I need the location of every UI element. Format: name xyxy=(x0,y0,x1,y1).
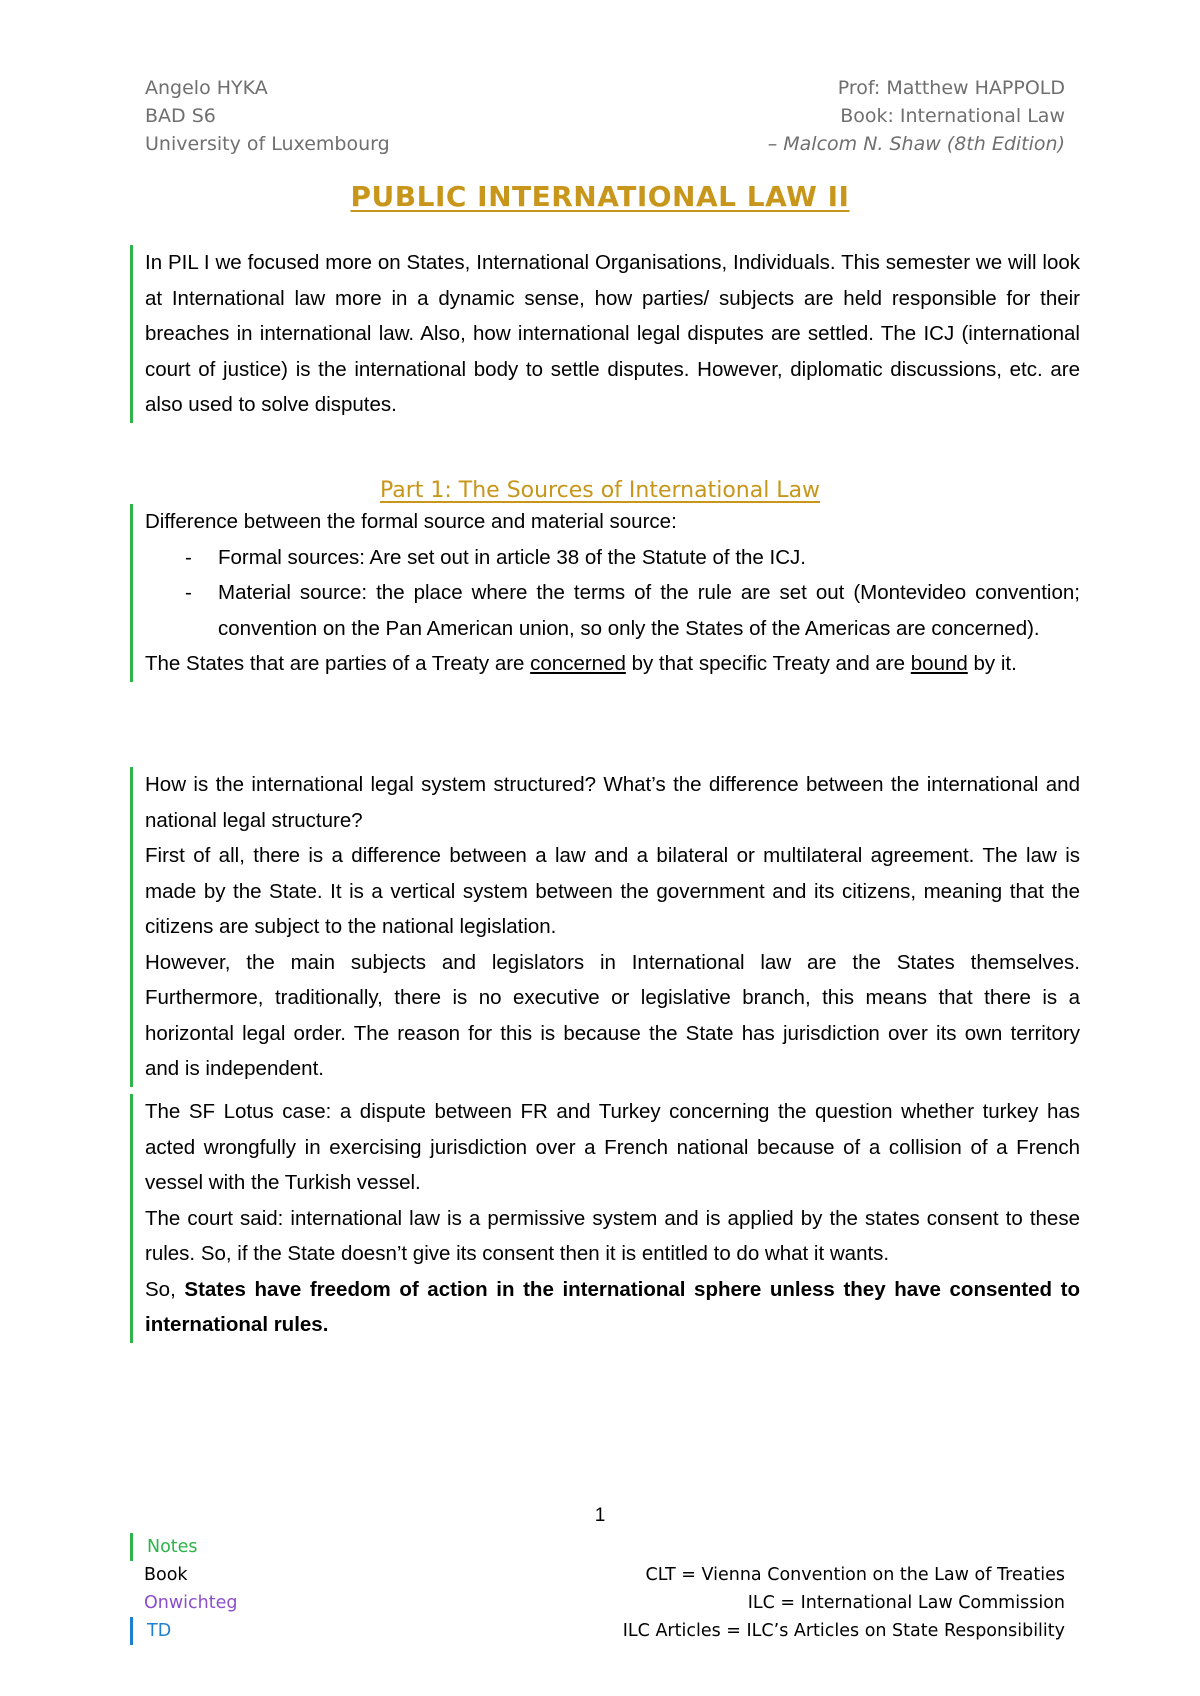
book-author: – Malcom N. Shaw (8th Edition) xyxy=(767,133,1065,155)
abbreviation-item: ILC Articles = ILC’s Articles on State Responsibility xyxy=(622,1621,1065,1641)
bullet-dash: - xyxy=(185,581,192,604)
sources-note xyxy=(130,504,1080,682)
abbreviation-item: ILC = International Law Commission xyxy=(747,1593,1065,1613)
header-left xyxy=(145,74,390,158)
bullet-dash: - xyxy=(185,545,192,569)
structure-note xyxy=(130,767,1080,1087)
bullet-text: Formal sources: Are set out in article 38 of the Statute of the ICJ. xyxy=(218,545,806,569)
closing-text: by that specific Treaty and are xyxy=(625,652,911,675)
legend-notes: Notes xyxy=(130,1533,238,1561)
list-item xyxy=(145,575,1080,646)
course-code: BAD S6 xyxy=(145,105,216,127)
conclusion-lead: So, xyxy=(145,1277,185,1301)
lotus-note xyxy=(130,1094,1080,1343)
color-legend xyxy=(130,1533,238,1645)
structure-paragraph: However, the main subjects and legislators in International law are the States themselves. Furthermore, traditionally, there is no executive or legislative branch, this means that there is a horizontal legal order. The reason for this is because the State has jurisdiction over its own territory and is independent. xyxy=(145,950,1080,1080)
university: University of Luxembourg xyxy=(145,133,390,155)
conclusion-bold: States have freedom of action in the international sphere unless they have consented to international rules. xyxy=(145,1277,1081,1336)
page-number: 1 xyxy=(594,1505,606,1526)
abbreviation-item: CLT = Vienna Convention on the Law of Treaties xyxy=(645,1565,1065,1585)
page-title-text: PUBLIC INTERNATIONAL LAW II xyxy=(350,180,850,213)
author-name: Angelo HYKA xyxy=(145,77,268,99)
intro-note xyxy=(130,245,1080,423)
lotus-paragraph: The court said: international law is a permissive system and is applied by the states consent to these rules. So, if the State doesn’t give its consent then it is entitled to do what it wants. xyxy=(145,1206,1080,1265)
abbreviations xyxy=(623,1561,1065,1645)
closing-text: by it. xyxy=(967,652,1017,675)
bullet-text: Material source: the place where the terms of the rule are set out (Montevideo convention; convention on the Pan American union, so only the States of the Americas are concerned). xyxy=(218,581,1080,640)
closing-text: The States that are parties of a Treaty are xyxy=(145,652,531,675)
underlined-term: concerned xyxy=(530,652,626,675)
book-title: Book: International Law xyxy=(840,105,1065,127)
sources-closing xyxy=(145,646,1080,682)
professor: Prof: Matthew HAPPOLD xyxy=(837,77,1065,99)
legend-onwichteg: Onwichteg xyxy=(144,1593,238,1613)
lotus-conclusion xyxy=(145,1272,1080,1343)
sources-lead: Difference between the formal source and material source: xyxy=(145,510,677,533)
underlined-term: bound xyxy=(910,652,968,675)
list-item xyxy=(145,540,1080,576)
header-right xyxy=(768,74,1065,158)
section-heading xyxy=(0,478,1200,503)
lotus-paragraph: The SF Lotus case: a dispute between FR and Turkey concerning the question whether turkey has acted wrongfully in exercising jurisdiction over a French national because of a collision of a French vessel with the Turkish vessel. xyxy=(145,1100,1080,1194)
intro-paragraph: In PIL I we focused more on States, International Organisations, Individuals. This semester we will look at International law more in a dynamic sense, how parties/ subjects are held responsible for their breaches in international law. Also, how international legal disputes are settled. The ICJ (international court of justice) is the international body to settle disputes. However, diplomatic discussions, etc. are also used to solve disputes. xyxy=(145,251,1080,416)
section-heading-text: Part 1: The Sources of International Law xyxy=(379,478,821,503)
structure-paragraph: First of all, there is a difference between a law and a bilateral or multilateral agreement. The law is made by the State. It is a vertical system between the government and its citizens, meaning that the citizens are subject to the national legislation. xyxy=(145,844,1080,938)
page-title xyxy=(0,180,1200,213)
structure-question: How is the international legal system structured? What’s the difference between the international and national legal structure? xyxy=(145,773,1080,832)
legend-td: TD xyxy=(130,1617,238,1645)
legend-book: Book xyxy=(144,1565,188,1585)
